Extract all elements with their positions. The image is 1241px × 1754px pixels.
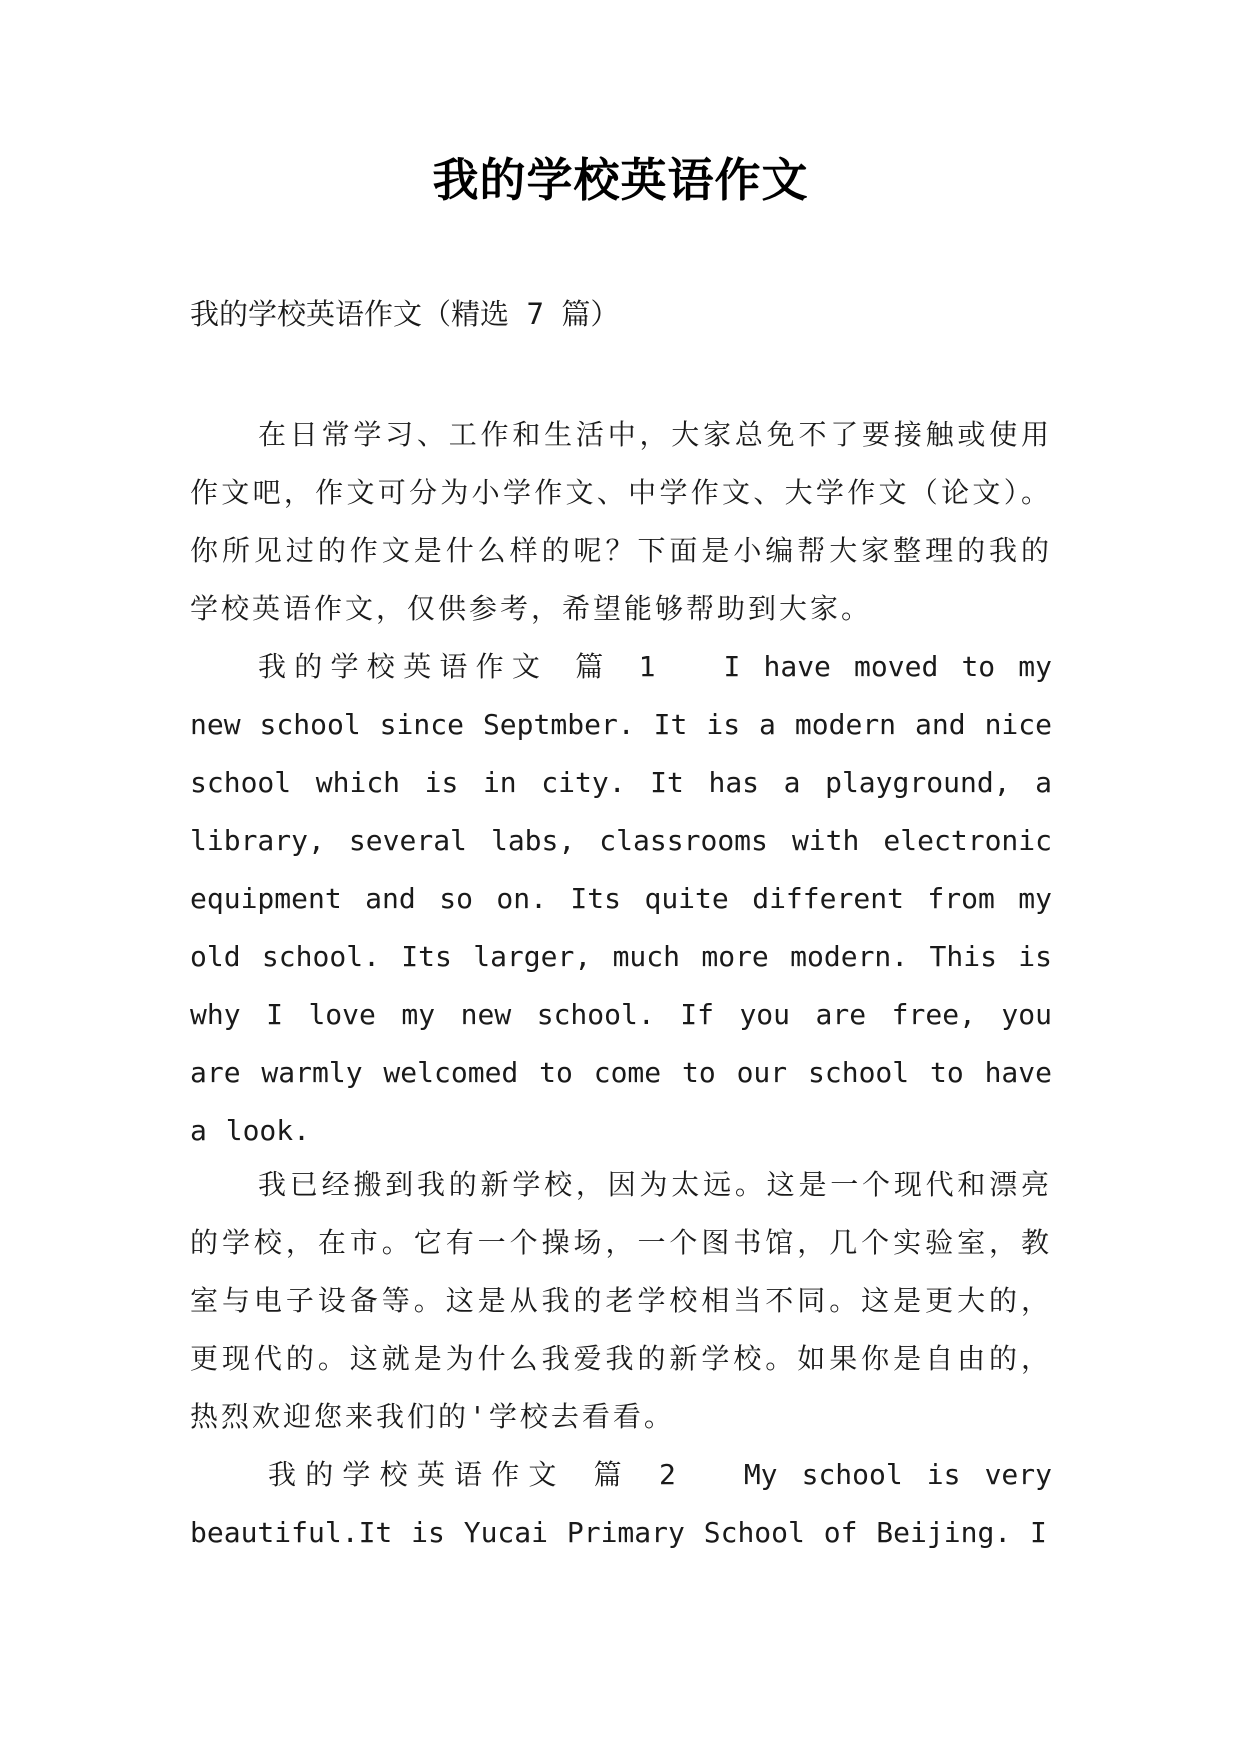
essay-1-english-text: I have moved to my new school since Septmber. It is a modern and nice school which is in city. It has a playground, a library, several labs, classrooms with electronic equipment and so on. Its quite different from my old school. Its larger, much more modern. This is why I love my new school. If you are free, you are warmly welcomed to come to our school to have a look. bbox=[190, 650, 1052, 1147]
essay-1-paragraph bbox=[190, 638, 1052, 1160]
essay-2-english-text: My school is very beautiful.It is Yucai Primary School of Beijing. I bbox=[190, 1458, 1052, 1549]
essay-1-translation: 我已经搬到我的新学校，因为太远。这是一个现代和漂亮的学校，在市。它有一个操场，一个图书馆，几个实验室，教室与电子设备等。这是从我的老学校相当不同。这是更大的，更现代的。这就是为什么我爱我的新学校。如果你是自由的，热烈欢迎您来我们的'学校去看看。 bbox=[190, 1168, 1052, 1433]
essay-2-paragraph bbox=[190, 1446, 1052, 1562]
document-title: 我的学校英语作文 bbox=[432, 153, 809, 207]
intro-paragraph: 在日常学习、工作和生活中，大家总免不了要接触或使用作文吧，作文可分为小学作文、中学作文、大学作文（论文）。你所见过的作文是什么样的呢？下面是小编帮大家整理的我的学校英语作文，仅供参考，希望能够帮助到大家。 bbox=[190, 418, 1052, 625]
document-subtitle: 我的学校英语作文（精选 7 篇） bbox=[190, 297, 620, 331]
essay-1-label: 我的学校英语作文 篇 1 bbox=[258, 650, 660, 683]
essay-2-label: 我的学校英语作文 篇 2 bbox=[268, 1458, 680, 1491]
